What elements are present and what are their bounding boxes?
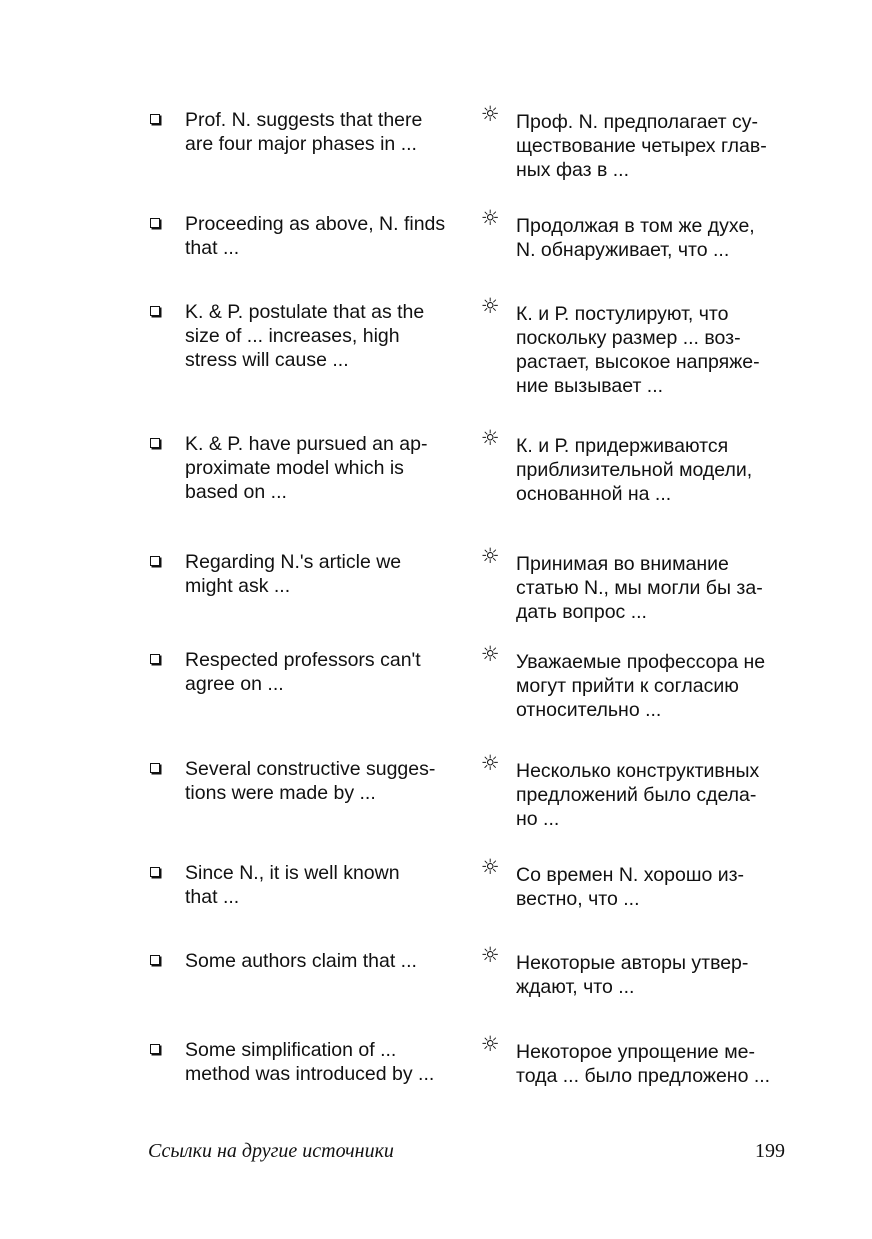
phrase-row [0,642,872,738]
sun-bullet-icon: ☼ [480,294,500,318]
english-phrase: K. & P. have pursued an ap- proximate model which is based on ... [185,433,428,503]
sun-bullet-icon: ☼ [480,426,500,450]
phrase-row [0,294,872,397]
phrase-row [0,1032,872,1128]
russian-phrase: Несколько конструктивных предложений было сдела- но ... [516,760,760,830]
checkbox-bullet-icon [150,654,160,664]
russian-phrase: К. и Р. придерживаются приблизительной модели, основанной на ... [516,435,753,505]
checkbox-bullet-icon [150,556,160,566]
checkbox-bullet-icon [150,218,160,228]
russian-phrase: Проф. N. предполагает су- ществование четырех глав- ных фаз в ... [516,111,767,181]
english-phrase: Proceeding as above, N. finds that ... [185,213,446,259]
page-number: 199 [755,1140,785,1162]
phrase-row [0,426,872,522]
sun-bullet-icon: ☼ [480,102,500,126]
russian-phrase: К. и Р. постулируют, что поскольку размер ... воз- растает, высокое напряже- ние вызывает ... [516,303,760,397]
english-phrase: Prof. N. suggests that there are four major phases in ... [185,109,423,155]
sun-bullet-icon: ☼ [480,855,500,879]
sun-bullet-icon: ☼ [480,642,500,666]
russian-phrase: Уважаемые профессора не могут прийти к согласию относительно ... [516,651,766,721]
phrase-row [0,206,872,302]
english-phrase: Some authors claim that ... [185,950,417,972]
english-phrase: Several constructive sugges- tions were made by ... [185,758,436,804]
phrase-row [0,943,872,1039]
phrase-row [0,102,872,198]
sun-bullet-icon: ☼ [480,544,500,568]
english-phrase: Some simplification of ... method was introduced by ... [185,1039,435,1085]
checkbox-bullet-icon [150,1044,160,1054]
running-footer-title: Ссылки на другие источники [148,1140,394,1162]
russian-phrase: Продолжая в том же духе, N. обнаруживает, что ... [516,215,755,261]
sun-bullet-icon: ☼ [480,943,500,967]
sun-bullet-icon: ☼ [480,751,500,775]
english-phrase: Since N., it is well known that ... [185,862,400,908]
checkbox-bullet-icon [150,763,160,773]
checkbox-bullet-icon [150,114,160,124]
checkbox-bullet-icon [150,867,160,877]
russian-phrase: Некоторое упрощение ме- тода ... было предложено ... [516,1041,771,1087]
checkbox-bullet-icon [150,306,160,316]
checkbox-bullet-icon [150,438,160,448]
russian-phrase: Некоторые авторы утвер- ждают, что ... [516,952,749,998]
english-phrase: Respected professors can't agree on ... [185,649,421,695]
russian-phrase: Принимая во внимание статью N., мы могли бы за- дать вопрос ... [516,553,763,623]
checkbox-bullet-icon [150,955,160,965]
phrase-row [0,855,872,951]
phrase-row [0,751,872,847]
phrase-row [0,544,872,640]
english-phrase: Regarding N.'s article we might ask ... [185,551,402,597]
sun-bullet-icon: ☼ [480,1032,500,1056]
sun-bullet-icon: ☼ [480,206,500,230]
english-phrase: K. & P. postulate that as the size of ... increases, high stress will cause ... [185,301,425,371]
russian-phrase: Со времен N. хорошо из- вестно, что ... [516,864,745,910]
